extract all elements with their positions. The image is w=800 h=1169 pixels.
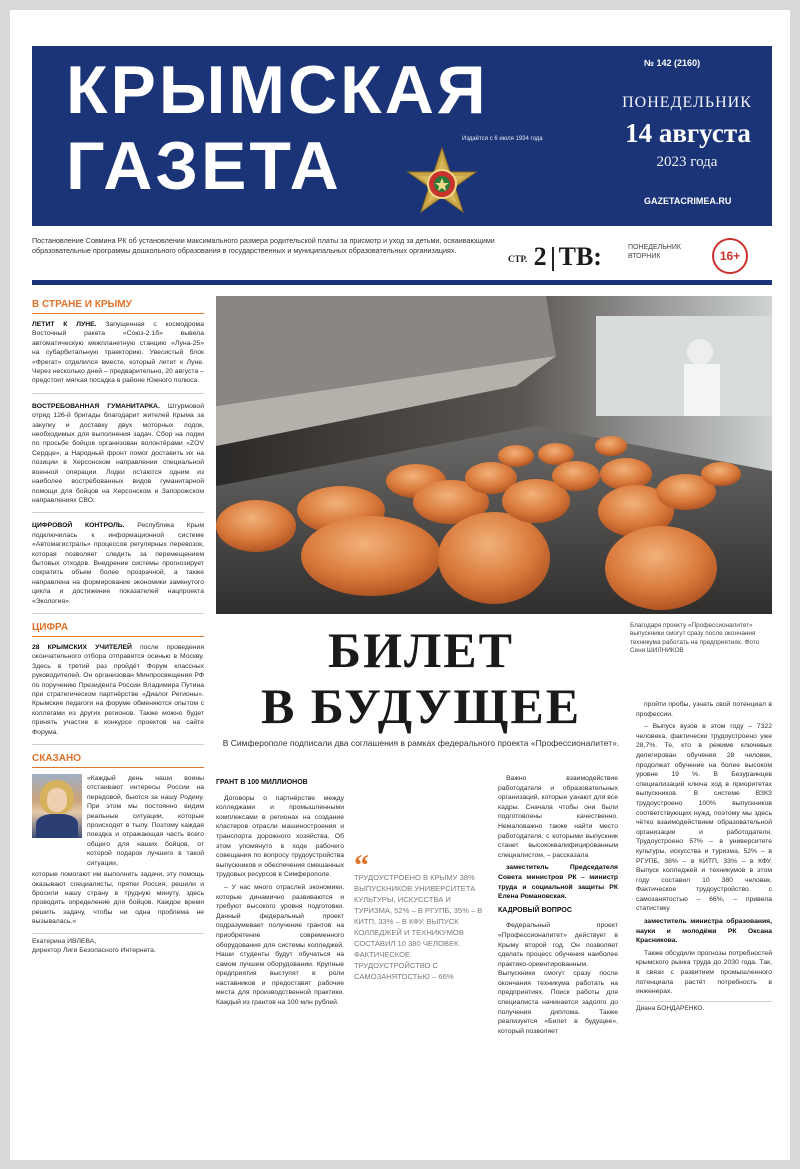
issue-date: 14 августа xyxy=(625,118,751,148)
staff-subheading: КАДРОВЫЙ ВОПРОС xyxy=(498,906,572,914)
news-briefs-column xyxy=(32,295,204,1125)
page-number: 2 xyxy=(533,242,547,271)
announcement-teaser[interactable]: Постановление Совмина РК об установлении максимального размера родительской платы за присмотр и уход за детьми, осваивающими образовательные программы дошкольного образования в государственных и муниципальных образовательных организациях. xyxy=(32,236,495,255)
weekday: ПОНЕДЕЛЬНИК xyxy=(622,94,752,111)
brief-title: ВОСТРЕБОВАННАЯ ГУМАНИТАРКА. xyxy=(32,402,160,410)
order-star-emblem-icon xyxy=(404,146,480,222)
quote-mark-icon: “ xyxy=(354,849,369,882)
news-brief[interactable] xyxy=(32,320,204,394)
page-prefix: СТР. xyxy=(508,254,528,265)
title-line-1: КРЫМСКАЯ xyxy=(66,52,489,128)
tv-label: ТВ: xyxy=(558,242,602,271)
teaser-divider xyxy=(552,247,554,271)
brief-text: после проведения окончательного отбора отправятся осенью в Москву. Здесь в третий раз пройдёт Форум классных руководителей. Он организован Минпросвещения РФ по поручению Президента России Владимира Путина при стратегическом партнёрстве «Диалог Регионы». Крымские педагоги на форуме обменяются опытом с коллегами из других регионов. Также можно будет принять участие в конкурсе проектов на сайте Форума. xyxy=(32,643,204,736)
quote-author xyxy=(32,933,204,955)
brief-title: 28 КРЫМСКИХ УЧИТЕЛЕЙ xyxy=(32,643,132,651)
brief-title: ЛЕТИТ К ЛУНЕ. xyxy=(32,321,97,328)
brief-title: ЦИФРОВОЙ КОНТРОЛЬ. xyxy=(32,522,125,530)
issue-number: № 142 (2160) xyxy=(644,58,701,68)
founded-note: Издаётся с 6 июля 1934 года xyxy=(462,136,543,142)
official-name: заместитель министра образования, науки и молодёжи РК Оксана Красникова. xyxy=(636,918,772,945)
article-paragraph: Важно взаимодействие работодателя и образовательных организаций, которые узнают для все кадры. Сначала чтобы они были подготовлены качественно. Немаловажно также найти место работодателя, с которыми выпускник станет высококвалифицированным специалистом, – рассказала xyxy=(498,775,618,859)
news-brief[interactable] xyxy=(32,521,204,614)
quote-continuation: которые помогают им выполнить задачи, эту помощь оказывают специалисты, прятки Россия, решили и бросили нашу страну в трудную минуту, здесь проводить определение для бойцов. Каждое время решить задачу, чтобы ни одна проблема не вызывалась.» xyxy=(32,871,204,926)
speaker-photo xyxy=(32,774,82,838)
divider-rule xyxy=(32,280,772,285)
grant-subheading: ГРАНТ В 100 МИЛЛИОНОВ xyxy=(216,779,308,786)
pull-quote xyxy=(354,849,488,982)
article-subhead: В Симферополе подписали два соглашения в рамках федерального проекта «Профессионалитет». xyxy=(222,738,620,748)
brief-text: Запущенная с космодрома Восточный ракета «Союз-2.1б» вывела автоматическую межпланетную станцию «Луна-25» на субарбитальную траекторию. Увесистый блок «Фрегат» отделился вместе, который летит к Луне. Через несколько дней – предварительно, 20 августа – предстоит мягкая посадка в районе Южного полюса. xyxy=(32,321,204,385)
website-link[interactable]: GAZETACRIMEA.RU xyxy=(644,196,732,206)
masthead xyxy=(32,46,772,226)
article-paragraph: – Выпуск вузов в этом году – 7322 человека, фактически трудоустроено уже 28,7%. Те, кто в режиме ключевых делегирован обучения 28 человек, продолжат обучение на более высоком уровне 19 %. В Безураинцев специализаций ключа ход в приоритетах выпускников. В системе ВЗКЗ трудоустроено 100% выпускников соответствующих нужд, поэтому мы здесь чётко взаимодействием образовательной организации и работодателя. Трудоустроено 57% – в университете культуры, искусства и туризма, 52% – в РГУПБ, 38% – в КИТП, 33% – в КФУ. Выпуск колледжей и техникумов в этом году составил 10 380 человек. Фактическое трудоустройство с самозанятостью – 66%, – привела статистику xyxy=(636,723,772,913)
article-signature: Диана БОНДАРЕНКО. xyxy=(636,1001,772,1014)
headline-line-2: В БУДУЩЕЕ xyxy=(260,678,582,734)
bakery-photo[interactable] xyxy=(216,296,772,614)
author-name: Екатерина ИВЛЕВА, xyxy=(32,937,97,945)
article-paragraph: пройти пробы, узнать свой потенциал в профессии. xyxy=(636,701,772,718)
article-column-1 xyxy=(216,774,344,1130)
headline-line-1: БИЛЕТ xyxy=(328,622,514,678)
article-column-2 xyxy=(498,774,618,1130)
section-heading-figure: ЦИФРА xyxy=(32,622,204,637)
quote-block xyxy=(32,774,204,868)
article-paragraph: – У нас много отраслей экономики, которые динамично развиваются и требуют высокого уровня подготовки. Данный федеральный проект подразумевает получение грантов на приобретение современного оборудования для системы колледжей. Наши студенты будут обучаться на самом лучшем оборудовании. Крупные предприятия выступят в роли наставников и предоставят рабочие места для производственной практики. Каждый из грантов на 100 млн рублей. xyxy=(216,883,344,1007)
article-column-3 xyxy=(636,700,772,1130)
article-headline[interactable] xyxy=(216,622,626,734)
article-paragraph: Федеральный проект «Профессионалитет» действует в Крыму второй год. Он позволяет сделать процесс обучения наиболее практико-ориентированным. Выпускники смогут сразу после окончания техникума работать на предприятиях. Поиск работы для специалиста начинается задолго до получения диплома. Также реализуется «Билет в будущее», который позволяет xyxy=(498,922,618,1035)
article-paragraph: Договоры о партнёрстве между колледжами и промышленными комплексами в регионах на создание кластеров отрасли машиностроения и транспорта дорожного хозяйства. Об этом упомянуто в ходе рабочего совещания по вопросу трудоустройства выпускников и обеспечения смешанных трудовых ресурсов в Симферополе. xyxy=(216,794,344,879)
tv-days: ПОНЕДЕЛЬНИК ВТОРНИК xyxy=(628,244,681,260)
brief-text: Республика Крым подключилась к информационной системе «Автомагистраль» процессов регулярных перевозок, которая позволяет следить за перемещением бытовых отходов. Внедрение системы прогнозирует сократить объем более прозрачной, а также направлена на формирование экономики замкнутого цикла и достижение показателей нацпроекта «Экология». xyxy=(32,522,204,605)
page-teaser[interactable] xyxy=(508,242,602,272)
quote-text: «Каждый день наши воины отстаивают интересы России на передовой, бьются за нашу Родину. При этом мы постоянно видим реальные ситуации, которые происходят в тылу. Поэтому каждая поездка и отражающая часть всего общего для наших бойцов, от которой подарок лучшего в такой ситуации, xyxy=(87,775,204,867)
section-heading-country: В СТРАНЕ И КРЫМУ xyxy=(32,299,204,314)
photo-caption: Благодаря проекту «Профессионалитет» выпускники смогут сразу после окончания техникума работать на предприятиях. Фото Сеня ШИЛНИКОВ xyxy=(630,622,760,655)
article-paragraph: Также обсудили прогнозы потребностей крымского рынка труда до 2030 года. Так, в связи с развитием промышленного потенциала растёт потребность в инженерах. xyxy=(636,949,772,996)
author-role: директор Лиги Безопасного Интернета. xyxy=(32,946,156,954)
official-name: заместитель Председателя Совета министров РК – министр труда и социальной защиты РК Елена Романовская. xyxy=(498,864,618,901)
section-heading-said: СКАЗАНО xyxy=(32,753,204,768)
brief-text: Штурмовой отряд 126-й бригады благодарит жителей Крыма за закупку и доставку двух моторных лодок, необходимых для выполнения задач. Сбор на лодки по просьбе бойцов организован волонтёрами «ZOV Сердце», а Народный фронт помог доставить их на позиции в Херсонском направлении специальной военной операции. Лодки остаются одним из наиболее востребованных видов гуманитарной помощи для бойцов на Херсонском и Запорожском направлениях СВО. xyxy=(32,402,204,504)
pull-quote-text: ТРУДОУСТРОЕНО В КРЫМУ 38% ВЫПУСКНИКОВ УНИВЕРСИТЕТА КУЛЬТУРЫ, ИСКУССТВА И ТУРИЗМА, 52% – В РГУПБ, 35% – В КИТП, 33% – В КФУ. ВЫПУСК КОЛЛЕДЖЕЙ И ТЕХНИКУМОВ СОСТАВИЛ 10 380 ЧЕЛОВЕК. ФАКТИЧЕСКОЕ ТРУДОУСТРОЙСТВО С САМОЗАНЯТОСТЬЮ – 66% xyxy=(354,873,483,981)
news-brief[interactable] xyxy=(32,402,204,513)
issue-year: 2023 года xyxy=(656,154,718,170)
news-brief[interactable] xyxy=(32,643,204,745)
age-rating-badge: 16+ xyxy=(712,238,748,274)
title-line-2: ГАЗЕТА xyxy=(66,128,342,204)
newspaper-page xyxy=(10,10,790,1160)
